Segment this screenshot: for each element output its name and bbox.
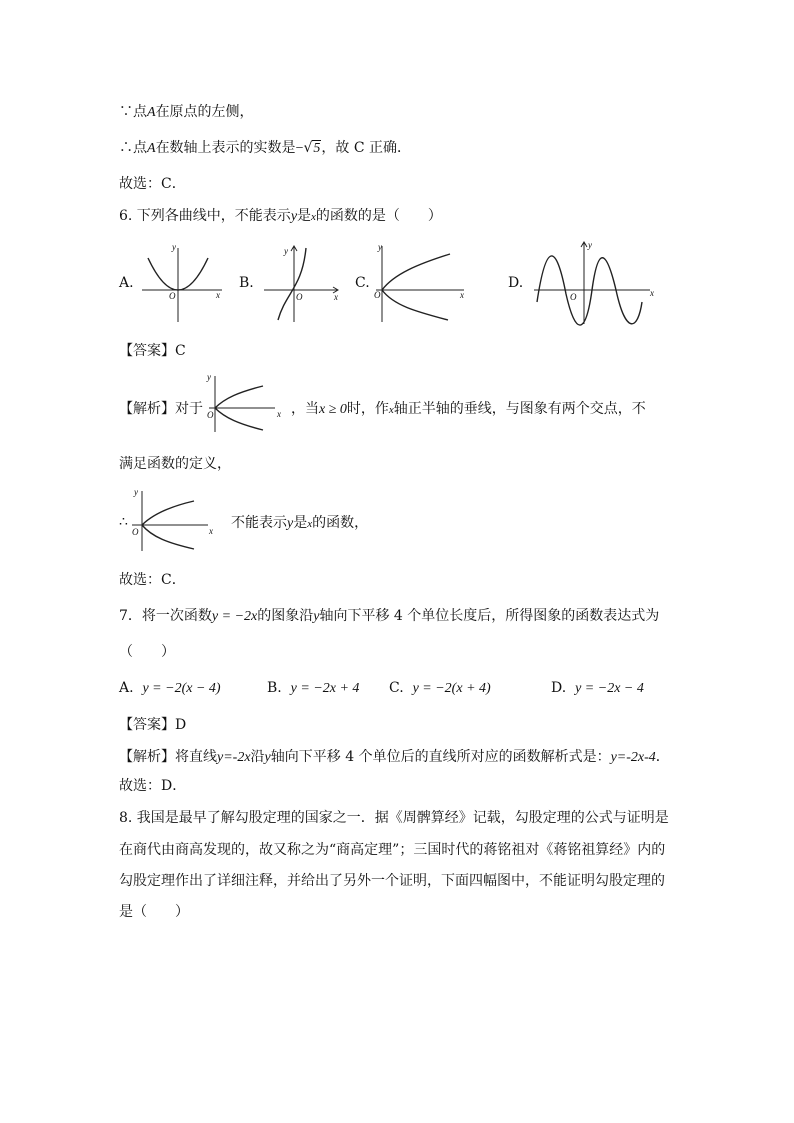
q6-analysis-line1: 【解析】对于 ，当x ≥ 0时，作x轴正半轴的垂线，与图象有两个交点，不: [119, 401, 646, 417]
q6-option-a-graph: [140, 240, 230, 325]
q7-stem: 7．将一次函数y = −2x的图象沿y轴向下平移 4 个单位长度后，所得图象的函数表达式为: [119, 608, 660, 624]
sqrt-sign: √: [303, 140, 313, 156]
svg-text:x: x: [460, 290, 464, 300]
q7-answer: 【答案】D: [119, 717, 187, 733]
svg-text:x: x: [650, 288, 654, 298]
q5-because-line: ∵点A在原点的左侧，: [119, 104, 254, 120]
svg-text:y: y: [207, 372, 211, 382]
q7-option-b: B. y = −2x + 4: [267, 680, 360, 696]
q7-option-d: D. y = −2x − 4: [551, 680, 644, 696]
svg-text:O: O: [296, 292, 303, 302]
svg-text:y: y: [284, 246, 288, 256]
q7-analysis: 【解析】将直线y=-2x沿y轴向下平移 4 个单位后的直线所对应的函数解析式是：y=-2x-4．: [119, 749, 670, 765]
svg-text:x: x: [334, 292, 338, 302]
svg-text:O: O: [169, 291, 176, 301]
q6-analysis-graph: [205, 372, 290, 434]
q6-option-b-graph: [262, 240, 347, 325]
svg-text:y: y: [378, 242, 382, 252]
q6-conclusion: 不能表示y是x的函数，: [231, 515, 369, 531]
q7-option-a: A. y = −2(x − 4): [119, 680, 221, 696]
q6-option-c-graph: [372, 240, 472, 325]
q6-option-d-graph: [532, 238, 657, 328]
svg-text:y: y: [134, 487, 138, 497]
q7-option-c: C. y = −2(x + 4): [389, 680, 491, 696]
q6-answer: 【答案】C: [119, 343, 186, 359]
q6-conclusion-graph: [128, 485, 223, 555]
q6-option-b-label: B.: [239, 275, 254, 291]
svg-text:O: O: [374, 290, 381, 300]
q7-paren: （ ）: [119, 644, 175, 660]
svg-text:O: O: [207, 410, 214, 420]
svg-text:x: x: [277, 409, 281, 419]
q6-select: 故选：C．: [119, 572, 186, 588]
q6-option-a-label: A.: [119, 275, 134, 291]
q6-therefore-mark: ∴: [119, 514, 128, 530]
q8-line2: 在商代由商高发现的，故又称之为“商高定理”；三国时代的蒋铭祖对《蒋铭祖算经》内的: [119, 842, 666, 858]
q5-therefore-line: ∴点A在数轴上表示的实数是−√5，故 C 正确．: [119, 140, 412, 156]
q8-line1: 8. 我国是最早了解勾股定理的国家之一．据《周髀算经》记载，勾股定理的公式与证明是: [119, 810, 669, 826]
svg-text:y: y: [172, 242, 176, 252]
svg-text:O: O: [570, 292, 577, 302]
q5-select: 故选：C．: [119, 176, 186, 192]
q6-option-c-label: C.: [355, 275, 370, 291]
q6-option-d-label: D.: [508, 275, 524, 291]
q7-select: 故选：D．: [119, 778, 187, 794]
q8-line4: 是（ ）: [119, 904, 189, 920]
q6-stem: 6. 下列各曲线中，不能表示y是x的函数的是（ ）: [119, 208, 442, 224]
svg-text:O: O: [132, 527, 139, 537]
svg-text:y: y: [588, 240, 592, 250]
q6-analysis-line2: 满足函数的定义，: [119, 456, 231, 472]
svg-text:x: x: [216, 290, 220, 300]
svg-text:x: x: [209, 526, 213, 536]
q8-line3: 勾股定理作出了详细注释，并给出了另外一个证明，下面四幅图中，不能证明勾股定理的: [119, 873, 665, 889]
